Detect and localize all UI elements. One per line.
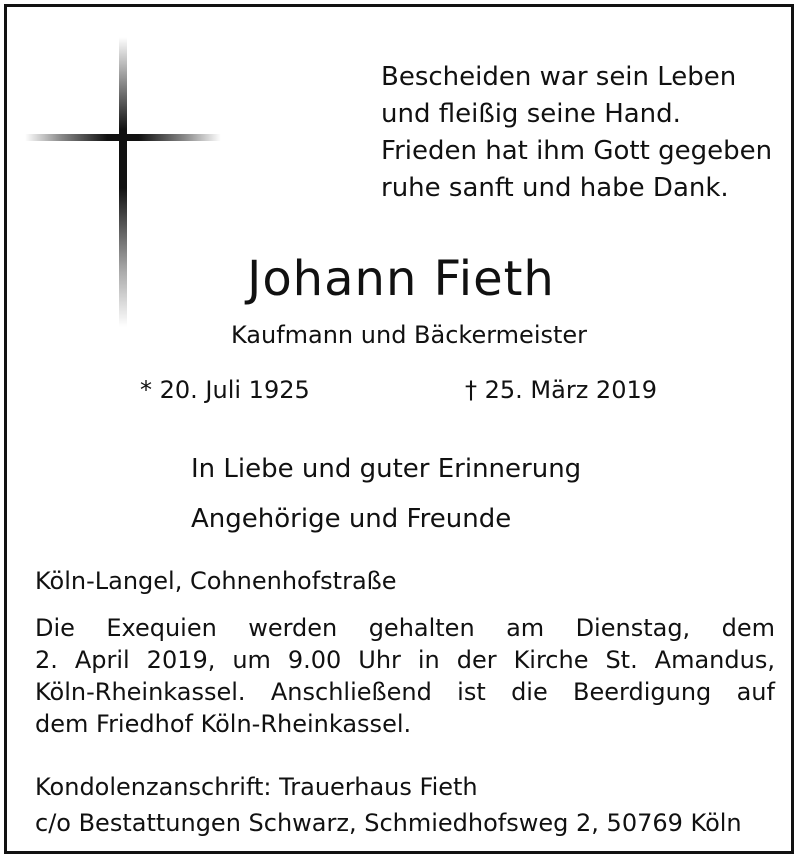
- service-word: 2019,: [146, 646, 216, 674]
- obituary-notice: [4, 4, 794, 854]
- cross-horizontal-beam: [25, 134, 221, 141]
- remembrance-text: In Liebe und guter Erinnerung: [191, 454, 582, 484]
- service-word: Anschließend: [270, 678, 432, 706]
- service-word: Köln-Rheinkassel.: [35, 678, 246, 706]
- service-word: ist: [457, 678, 486, 706]
- condolence-address: [35, 769, 742, 841]
- service-word: auf: [736, 678, 775, 706]
- service-word: St.: [605, 646, 638, 674]
- service-line: [35, 708, 775, 740]
- service-word: am: [506, 614, 545, 642]
- birth-date: * 20. Juli 1925: [140, 376, 310, 404]
- service-word: die: [511, 678, 548, 706]
- service-word: dem Friedhof Köln-Rheinkassel.: [35, 710, 412, 738]
- poem-line: Frieden hat ihm Gott gegeben: [381, 136, 773, 166]
- death-date: † 25. März 2019: [465, 376, 658, 404]
- service-word: in: [417, 646, 440, 674]
- service-word: gehalten: [368, 614, 475, 642]
- poem: [381, 59, 772, 207]
- service-word: Uhr: [358, 646, 401, 674]
- poem-line: ruhe sanft und habe Dank.: [381, 173, 729, 203]
- service-word: Kirche: [513, 646, 589, 674]
- mourners-signature: Angehörige und Freunde: [191, 504, 512, 534]
- service-line: [35, 612, 775, 644]
- deceased-name: Johann Fieth: [247, 251, 555, 307]
- service-word: Dienstag,: [575, 614, 691, 642]
- service-word: April: [74, 646, 130, 674]
- service-line: [35, 676, 775, 708]
- poem-line: Bescheiden war sein Leben: [381, 62, 737, 92]
- service-announcement: [35, 612, 775, 740]
- service-word: 9.00: [287, 646, 342, 674]
- service-word: Amandus,: [654, 646, 775, 674]
- service-word: 2.: [35, 646, 58, 674]
- service-word: Die: [35, 614, 75, 642]
- service-word: Beerdigung: [573, 678, 712, 706]
- residence-address: Köln-Langel, Cohnenhofstraße: [35, 567, 397, 595]
- service-word: Exequien: [106, 614, 217, 642]
- service-word: werden: [248, 614, 338, 642]
- poem-line: und fleißig seine Hand.: [381, 99, 681, 129]
- condolence-line: c/o Bestattungen Schwarz, Schmiedhofsweg 2, 50769 Köln: [35, 809, 742, 837]
- condolence-line: Kondolenzanschrift: Trauerhaus Fieth: [35, 773, 478, 801]
- deceased-profession: Kaufmann und Bäckermeister: [230, 321, 588, 349]
- service-word: der: [456, 646, 497, 674]
- service-word: dem: [721, 614, 775, 642]
- service-word: um: [232, 646, 271, 674]
- service-line: [35, 644, 775, 676]
